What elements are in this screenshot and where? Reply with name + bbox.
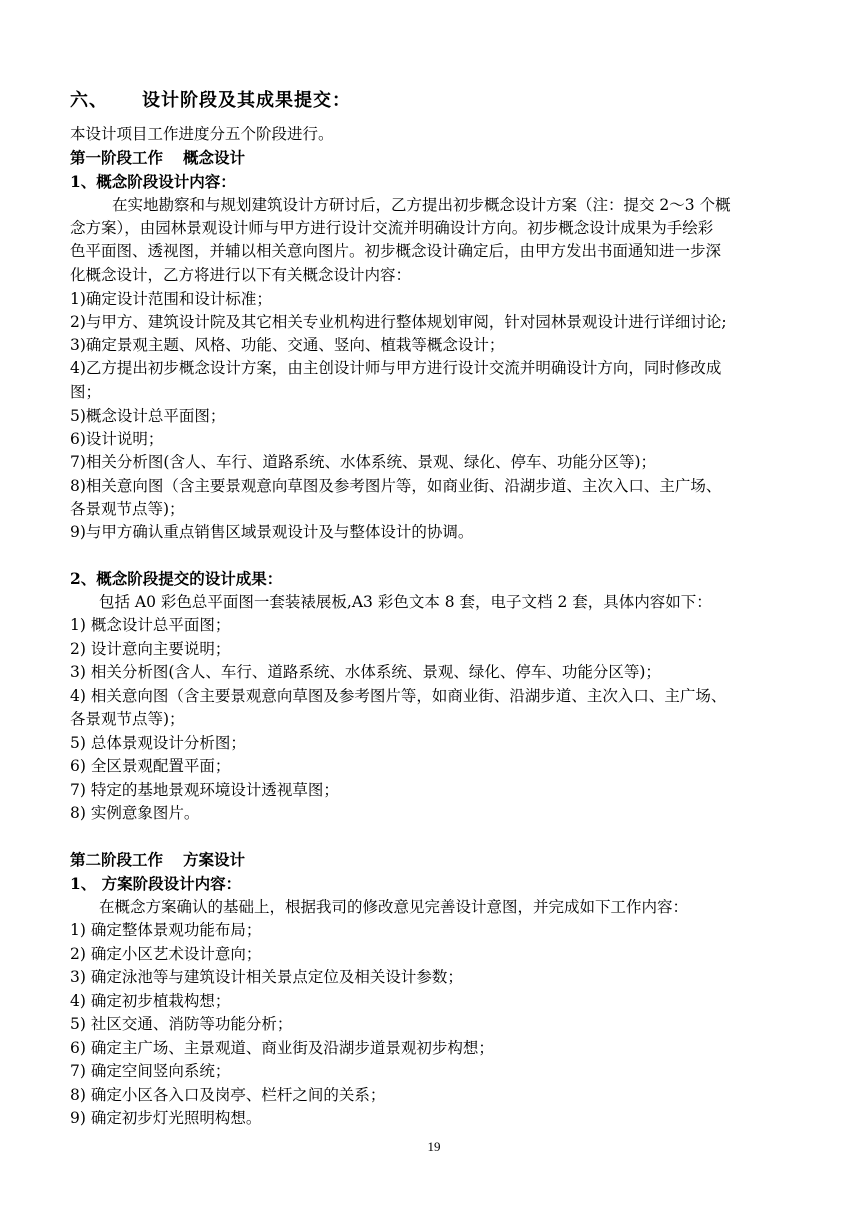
list-item: 4)乙方提出初步概念设计方案，由主创设计师与甲方进行设计交流并明确设计方向，同时修改成 bbox=[70, 359, 722, 377]
stage1-sub1-para-line: 化概念设计，乙方将进行以下有关概念设计内容： bbox=[70, 266, 412, 284]
stage2-sub1-heading: 1、 方案阶段设计内容： bbox=[70, 874, 242, 893]
list-item: 2)与甲方、建筑设计院及其它相关专业机构进行整体规划审阅，针对园林景观设计进行详细讨论; bbox=[70, 313, 727, 331]
stage1-heading-stage: 第一阶段工作 bbox=[70, 148, 164, 167]
list-item: 1) 确定整体景观功能布局； bbox=[70, 921, 262, 939]
list-item: 6) 全区景观配置平面； bbox=[70, 757, 231, 775]
list-item-continuation: 各景观节点等)； bbox=[70, 500, 185, 518]
list-item: 1)确定设计范围和设计标准； bbox=[70, 290, 272, 308]
list-item: 6)设计说明； bbox=[70, 430, 164, 448]
list-item: 2) 确定小区艺术设计意向； bbox=[70, 945, 262, 963]
list-item-continuation: 图； bbox=[70, 383, 102, 401]
list-item: 3)确定景观主题、风格、功能、交通、竖向、植栽等概念设计； bbox=[70, 336, 505, 354]
stage2-heading-name: 方案设计 bbox=[183, 850, 246, 869]
stage1-sub1-heading: 1、概念阶段设计内容： bbox=[70, 172, 236, 191]
list-item: 4) 确定初步植栽构想； bbox=[70, 992, 231, 1010]
list-item: 3) 相关分析图(含人、车行、道路系统、水体系统、景观、绿化、停车、功能分区等)； bbox=[70, 663, 661, 681]
page-number: 19 bbox=[427, 1139, 441, 1154]
stage1-sub2-heading: 2、概念阶段提交的设计成果： bbox=[70, 569, 283, 588]
intro-text: 本设计项目工作进度分五个阶段进行。 bbox=[70, 125, 334, 143]
list-item: 2) 设计意向主要说明； bbox=[70, 640, 231, 658]
stage1-sub2-paragraph: 包括 A0 彩色总平面图一套装裱展板,A3 彩色文本 8 套，电子文档 2 套，具体内容如下： bbox=[99, 593, 712, 611]
list-item: 4) 相关意向图（含主要景观意向草图及参考图片等，如商业街、沿湖步道、主次入口、主广场、 bbox=[70, 687, 727, 705]
stage2-sub1-paragraph: 在概念方案确认的基础上，根据我司的修改意见完善设计意图，并完成如下工作内容： bbox=[99, 898, 689, 916]
list-item: 1) 概念设计总平面图； bbox=[70, 616, 231, 634]
list-item: 8) 确定小区各入口及岗亭、栏杆之间的关系； bbox=[70, 1086, 386, 1104]
list-item: 5)概念设计总平面图； bbox=[70, 407, 226, 425]
list-item: 7) 确定空间竖向系统； bbox=[70, 1062, 231, 1080]
list-item: 8) 实例意象图片。 bbox=[70, 804, 200, 822]
list-item: 3) 确定泳池等与建筑设计相关景点定位及相关设计参数； bbox=[70, 968, 463, 986]
list-item: 5) 社区交通、消防等功能分析； bbox=[70, 1015, 293, 1033]
section-heading-number: 六、 bbox=[70, 90, 108, 111]
list-item: 9)与甲方确认重点销售区域景观设计及与整体设计的协调。 bbox=[70, 523, 474, 541]
list-item: 8)相关意向图（含主要景观意向草图及参考图片等，如商业街、沿湖步道、主次入口、主广场、 bbox=[70, 477, 722, 495]
list-item: 7) 特定的基地景观环境设计透视草图； bbox=[70, 781, 339, 799]
list-item: 6) 确定主广场、主景观道、商业街及沿湖步道景观初步构想； bbox=[70, 1039, 494, 1057]
section-heading-title: 设计阶段及其成果提交： bbox=[142, 90, 351, 111]
list-item: 5) 总体景观设计分析图； bbox=[70, 734, 246, 752]
stage2-heading-stage: 第二阶段工作 bbox=[70, 850, 164, 869]
stage1-heading bbox=[70, 147, 810, 169]
stage1-sub1-para-line: 念方案），由园林景观设计师与甲方进行设计交流并明确设计方向。初步概念设计成果为手绘彩 bbox=[70, 219, 714, 237]
stage1-sub1-para-line: 色平面图、透视图，并辅以相关意向图片。初步概念设计确定后，由甲方发出书面通知进一步深 bbox=[70, 242, 722, 260]
list-item-continuation: 各景观节点等)； bbox=[70, 710, 185, 728]
stage2-heading bbox=[70, 849, 810, 871]
list-item: 7)相关分析图(含人、车行、道路系统、水体系统、景观、绿化、停车、功能分区等)； bbox=[70, 453, 657, 471]
stage1-sub1-para-line: 在实地勘察和与规划建筑设计方研讨后，乙方提出初步概念设计方案（注：提交 2～3 个概 bbox=[112, 196, 731, 214]
stage1-heading-name: 概念设计 bbox=[183, 148, 246, 167]
list-item: 9) 确定初步灯光照明构想。 bbox=[70, 1109, 262, 1127]
section-heading bbox=[70, 90, 810, 112]
